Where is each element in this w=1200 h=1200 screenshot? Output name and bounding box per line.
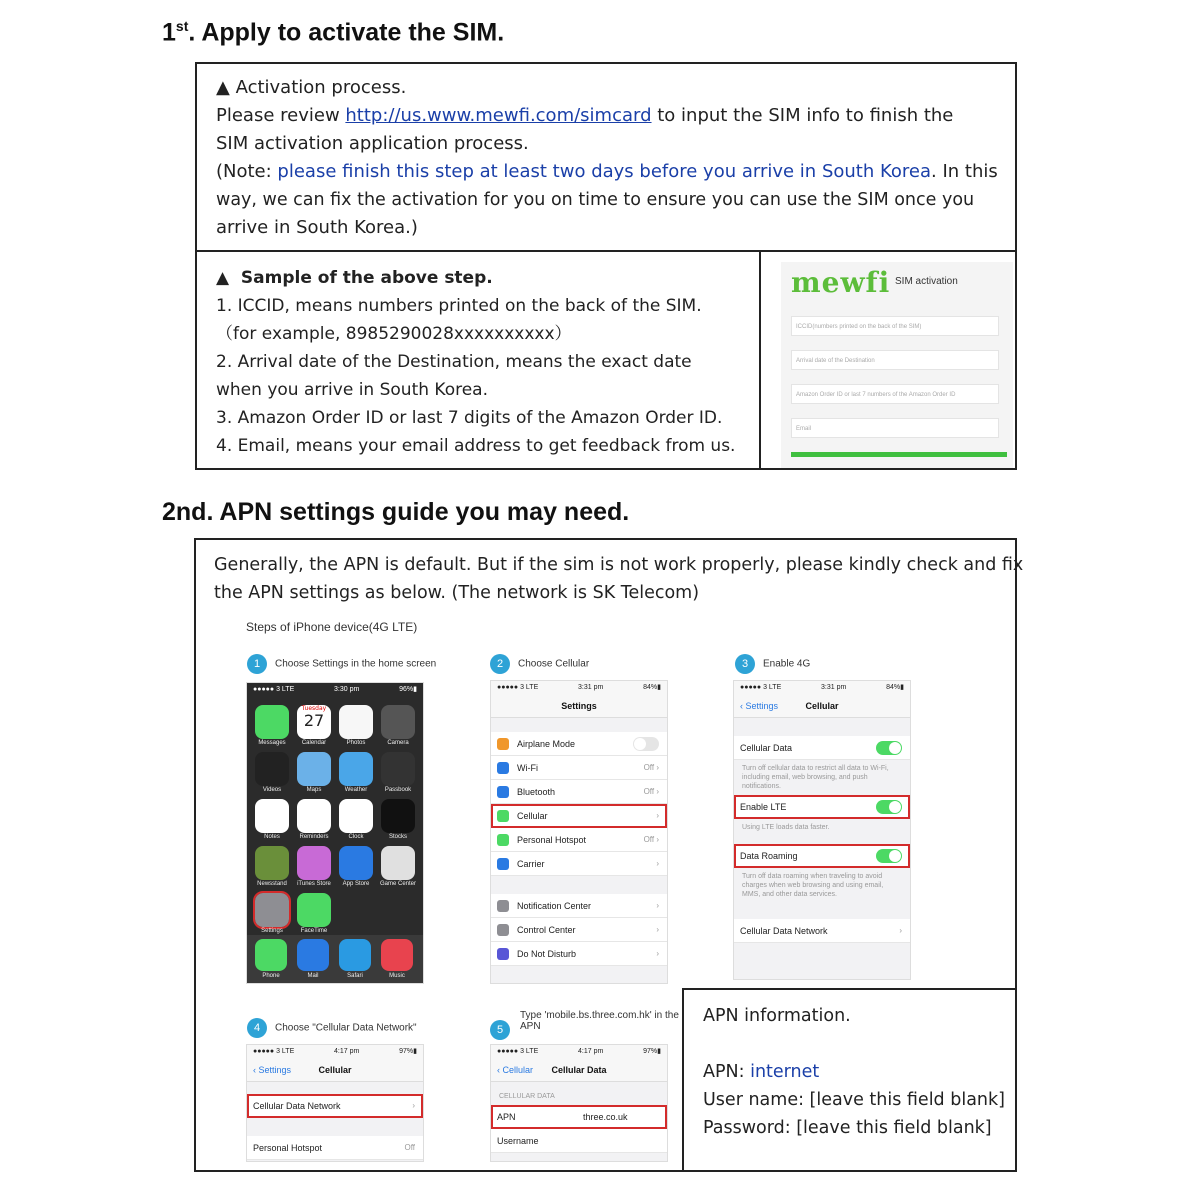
sample-content [216, 264, 746, 460]
app-label: Photos [346, 740, 366, 746]
settings-icon [497, 948, 509, 960]
settings-row-control-center[interactable]: Control Center › [491, 918, 667, 942]
roaming-note: Turn off data roaming when traveling to avoid charges when web browsing and using email, MMS, and other data services. [734, 868, 910, 903]
app-icon-calendar[interactable]: Tuesday 27 [297, 705, 331, 739]
step-4-label: 4 Choose "Cellular Data Network" [247, 1018, 417, 1038]
settings-row-wi-fi[interactable]: Wi-Fi Off › [491, 756, 667, 780]
phone3-cellular [733, 680, 911, 980]
app-label: FaceTime [300, 928, 328, 934]
app-label: Calendar [301, 740, 327, 746]
apn-info-user: User name: [leave this field blank] [703, 1090, 1005, 1110]
settings-icon [497, 858, 509, 870]
app-label: Notes [264, 834, 280, 840]
dock-icon-safari[interactable] [339, 939, 371, 971]
apn-info-content [703, 1002, 1005, 1142]
app-icon-passbook[interactable] [381, 752, 415, 786]
status-bar: ●●●●● 3 LTE 4:17 pm 97%▮ [491, 1045, 667, 1059]
settings-row-carrier[interactable]: Carrier › [491, 852, 667, 876]
app-label: Messages [258, 740, 286, 746]
activation-line1: Please review http://us.www.mewfi.com/simcard to input the SIM info to finish the [216, 105, 954, 126]
cellular-data-network-row[interactable]: Cellular Data Network › [734, 919, 910, 943]
settings-row-airplane-mode[interactable]: Airplane Mode [491, 732, 667, 756]
status-bar: ●●●●● 3 LTE 3:30 pm 96%▮ [247, 683, 423, 697]
mewfi-logo: mewfi [791, 266, 891, 299]
nav-bar: ‹ Cellular Cellular Data [491, 1059, 667, 1082]
phone5-cellular-data [490, 1044, 668, 1162]
step-3-label: 3 Enable 4G [735, 654, 810, 674]
back-button[interactable]: ‹ Settings [740, 701, 779, 711]
sample-item: 1. ICCID, means numbers printed on the back of the SIM. [216, 296, 702, 316]
simcard-link[interactable]: http://us.www.mewfi.com/simcard [345, 105, 652, 126]
app-label: Stocks [388, 834, 407, 840]
apn-row[interactable]: APN three.co.uk [491, 1105, 667, 1129]
status-bar: ●●●●● 3 LTE 3:31 pm 84%▮ [491, 681, 667, 695]
section1-title: 1st. Apply to activate the SIM. [162, 18, 505, 47]
iccid-field[interactable]: ICCID(numbers printed on the back of the SIM) [791, 316, 999, 336]
mewfi-sample-box [759, 250, 1017, 470]
settings-icon [497, 810, 509, 822]
dock-icon-phone[interactable] [255, 939, 287, 971]
app-icon-maps[interactable] [297, 752, 331, 786]
app-icon-app-store[interactable] [339, 846, 373, 880]
sample-heading: ▲ Sample of the above step. [216, 268, 493, 288]
app-icon-itunes-store[interactable] [297, 846, 331, 880]
phone1-home-screen [246, 682, 424, 984]
step-1-label: 1 Choose Settings in the home screen [247, 654, 436, 674]
app-label: Clock [348, 834, 364, 840]
section2-title: 2nd. APN settings guide you may need. [162, 498, 630, 526]
sample-item: 4. Email, means your email address to get feedback from us. [216, 436, 736, 456]
cellular-data-toggle[interactable] [876, 741, 902, 755]
app-icon-settings[interactable] [255, 893, 289, 927]
apn-intro-line2: the APN settings as below. (The network is SK Telecom) [214, 583, 700, 603]
app-icon-clock[interactable] [339, 799, 373, 833]
app-icon-notes[interactable] [255, 799, 289, 833]
settings-icon [497, 900, 509, 912]
sample-item: （for example, 8985290028xxxxxxxxxx） [216, 324, 572, 344]
app-label: Mail [307, 973, 319, 979]
amazon-order-field[interactable]: Amazon Order ID or last 7 numbers of the Amazon Order ID [791, 384, 999, 404]
settings-row-do-not-disturb[interactable]: Do Not Disturb › [491, 942, 667, 966]
app-label: Music [389, 973, 405, 979]
settings-icon [497, 762, 509, 774]
nav-title: Settings [491, 695, 667, 718]
apn-value[interactable]: three.co.uk [583, 1111, 628, 1122]
status-bar: ●●●●● 3 LTE 4:17 pm 97%▮ [247, 1045, 423, 1059]
status-bar: ●●●●● 3 LTE 3:31 pm 84%▮ [734, 681, 910, 695]
nav-bar: ‹ Settings Cellular [247, 1059, 423, 1082]
app-label: Game Center [379, 881, 416, 887]
app-icon-camera[interactable] [381, 705, 415, 739]
lte-note: Using LTE loads data faster. [734, 819, 910, 836]
app-label: App Store [342, 881, 370, 887]
settings-icon [497, 738, 509, 750]
dock-icon-music[interactable] [381, 939, 413, 971]
settings-icon [497, 834, 509, 846]
app-icon-messages[interactable] [255, 705, 289, 739]
data-roaming-row[interactable]: Data Roaming [734, 844, 910, 868]
step-2-label: 2 Choose Cellular [490, 654, 589, 674]
triangle-icon: ▲ [216, 268, 241, 288]
sample-item: when you arrive in South Korea. [216, 380, 489, 400]
arrival-date-field[interactable]: Arrival date of the Destination [791, 350, 999, 370]
app-label: Camera [387, 740, 409, 746]
app-label: Settings [261, 928, 283, 934]
app-icon-weather[interactable] [339, 752, 373, 786]
guide-title: Steps of iPhone device(4G LTE) [246, 620, 418, 634]
app-icon-videos[interactable] [255, 752, 289, 786]
app-icon-facetime[interactable] [297, 893, 331, 927]
apn-info-heading: APN information. [703, 1006, 851, 1026]
activation-heading: ▲ Activation process. [216, 77, 407, 98]
app-icon-photos[interactable] [339, 705, 373, 739]
app-icon-stocks[interactable] [381, 799, 415, 833]
app-label: iTunes Store [297, 881, 331, 887]
activation-note: (Note: please finish this step at least two days before you arrive in South Korea. In this [216, 161, 998, 182]
settings-row-bluetooth[interactable]: Bluetooth Off › [491, 780, 667, 804]
activation-line4: way, we can fix the activation for you on time to ensure you can use the SIM once you [216, 190, 975, 210]
apn-info-apn: APN: internet [703, 1062, 820, 1082]
settings-icon [497, 924, 509, 936]
settings-row-personal-hotspot[interactable]: Personal Hotspot Off › [491, 828, 667, 852]
back-button[interactable]: ‹ Cellular [497, 1065, 534, 1075]
dock-icon-mail[interactable] [297, 939, 329, 971]
phone2-settings [490, 680, 668, 984]
username-row[interactable]: Username [491, 1129, 667, 1153]
enable-lte-row[interactable]: Enable LTE [734, 795, 910, 819]
app-icon-newsstand[interactable] [255, 846, 289, 880]
app-label: Safari [347, 973, 363, 979]
app-label: Reminders [299, 834, 329, 840]
submit-bar[interactable] [791, 452, 1007, 457]
cellular-data-network-row[interactable]: Cellular Data Network › [247, 1094, 423, 1118]
app-label: Phone [262, 973, 280, 979]
mewfi-label: SIM activation [895, 276, 958, 287]
activation-content [216, 74, 996, 242]
personal-hotspot-row[interactable]: Personal Hotspot Off [247, 1136, 423, 1160]
cellular-note: Turn off cellular data to restrict all data to Wi-Fi, including email, web browsing, and push notifications. [734, 760, 910, 795]
enable-lte-toggle[interactable] [876, 800, 902, 814]
sample-item: 2. Arrival date of the Destination, means the exact date [216, 352, 692, 372]
nav-bar: ‹ Settings Cellular [734, 695, 910, 718]
cellular-data-row[interactable]: Cellular Data [734, 736, 910, 760]
airplane-toggle[interactable] [633, 737, 659, 751]
app-label: Maps [306, 787, 322, 793]
triangle-icon: ▲ [216, 77, 236, 98]
app-icon-reminders[interactable] [297, 799, 331, 833]
back-button[interactable]: ‹ Settings [253, 1065, 292, 1075]
apn-intro-line1: Generally, the APN is default. But if the sim is not work properly, please kindly check and fix [214, 555, 1024, 575]
app-label: Weather [344, 787, 368, 793]
app-label: Passbook [384, 787, 412, 793]
activation-line2: SIM activation application process. [216, 133, 529, 154]
app-label: Videos [262, 787, 282, 793]
section-header: CELLULAR DATA [491, 1082, 667, 1105]
app-icon-game-center[interactable] [381, 846, 415, 880]
activation-line5: arrive in South Korea.) [216, 217, 418, 238]
app-label: Newsstand [257, 881, 287, 887]
settings-row-cellular[interactable]: Cellular › [491, 804, 667, 828]
apn-intro [214, 551, 1024, 607]
settings-row-notification-center[interactable]: Notification Center › [491, 894, 667, 918]
phone4-cellular [246, 1044, 424, 1162]
email-field[interactable]: Email [791, 418, 999, 438]
data-roaming-toggle[interactable] [876, 849, 902, 863]
apn-info-pass: Password: [leave this field blank] [703, 1118, 992, 1138]
settings-icon [497, 786, 509, 798]
step-5-label: 5 Type 'mobile.bs.three.com.hk' in the APN [490, 1010, 680, 1032]
sample-item: 3. Amazon Order ID or last 7 digits of the Amazon Order ID. [216, 408, 723, 428]
